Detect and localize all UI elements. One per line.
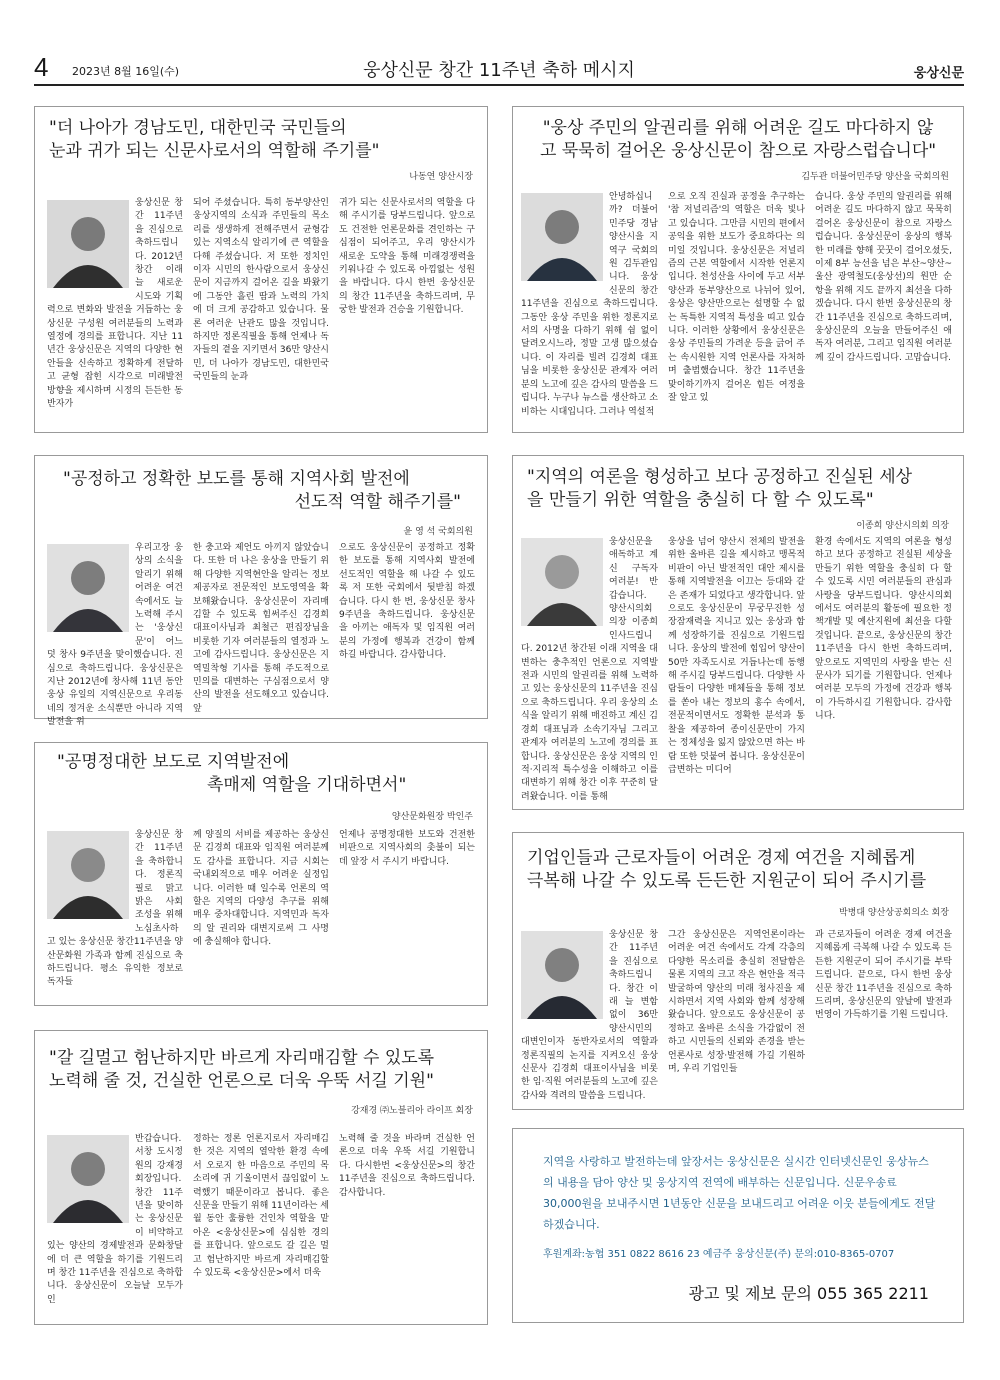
article-col-3: 노력해 줄 것을 바라며 건실한 언론으로 더욱 우뚝 서길 기원합니다. 다시한번 <웅상신문>의 창간 11주년을 진심으로 축하드립니다. 감사합니다. [339,1134,475,1198]
article-title: "갈 길멀고 험난하지만 바르게 자리매김할 수 있도록 노력해 줄 것, 건실한 언론으로 더욱 우뚝 서길 기원" [49,1048,435,1091]
article-col-1: 웅상신문 창간 11주년을 축하합니다. 정론직필로 맑고 밝은 사회 조성을 위해 노심초사하고 있는 웅상신문 창간11주년을 양산문화원 가족과 함께 진심으로 축하드립니다. 평소 유익한 정보로 독자들 [47,830,183,988]
article-title: "공정하고 정확한 보도를 통해 지역사회 발전에 선도적 역할 해주기를" [63,469,461,512]
article-col-2: 께 양질의 서비를 제공하는 웅상신문 김경희 대표와 임직원 여러분께도 감사를 표합니다. 지금 시회는 국내외적으로 매우 어려운 실정입니다. 이러한 때 일수록 언론의 역할은 지역의 다양성 추구를 위해 매우 중차대합니다. 지역민과 독자의 알 권리와 대변지로써 그 사명에 충실해야 합니다. [193,830,329,948]
article-assembly-kim [512,106,964,433]
page-header [34,54,964,86]
article-col-2: 으로 오직 진실과 공정을 추구하는 '참 저널리즘'의 역할은 더욱 빛나고 있습니다. 그만큼 시민의 편에서 공익을 위한 보도가 중요하다는 의미일 것입니다. 웅상신문은 저널리즘의 근본 역할에서 시작한 언론지입니다. 천성산을 사이에 두고 서부 양산과 동부양산으로 나뉘어 있어, 웅상은 양산만으로는 설명할 수 없는 독특한 지역적 특성을 띠고 있습니다. 이러한 상황에서 웅상신문은 웅상 주민들의 가려운 등을 긁어 주는 속시원한 지역 언론사를 자처하며 출범했습니다. 창간 11주년을 맞이하기까지 걸어온 힘든 여정을 잘 알고 있 [668,192,805,404]
brand-name: 웅상신문 [913,66,964,81]
article-col-2: 그간 웅상신문은 지역언론이라는 어려운 여건 속에서도 각계 각층의 다양한 목소리를 충실히 전달함은 물론 지역의 크고 작은 현안을 적극 발굴하여 양산의 미래 청사진을 제시하면서 지역 사회와 함께 성장해 왔습니다. 앞으로도 웅상신문이 공정하고 올바른 소식을 가감없이 전하고 시민들의 신뢰와 존경을 받는 언론사로 성장·발전해 가길 기원하며, 우리 기업인들 [668,930,805,1075]
article-col-3: 귀가 되는 신문사로서의 역할을 다해 주시기를 당부드립니다. 앞으로도 건전한 언론문화를 견인하는 구심점이 되어주고, 우리 양산시가 새로운 도약을 통해 미래경쟁력을 키워나갈 수 있도록 아낌없는 성원을 바랍니다. 다시 한번 웅상신문의 창간 11주년을 축하드리며, 무궁한 발전과 건승을 기원합니다. [339,198,475,316]
article-council-lee [512,455,964,810]
article-title: "웅상 주민의 알권리를 위해 어려운 길도 마다하지 않 고 묵묵히 걸어온 웅상신문이 참으로 자랑스럽습니다" [539,118,937,161]
article-col-3: 으로도 웅상신문이 공정하고 정확한 보도를 통해 지역사회 발전에 선도적인 역할을 해 나갈 수 있도록 저 또한 국회에서 뒷받침 하겠습니다. 다시 한 번, 웅상신문 창사 9주년을 축하드립니다. 웅상신문을 아끼는 애독자 및 임직원 여러분의 가정에 행복과 건강이 함께 하길 바랍니다. 감사합니다. [339,543,475,661]
article-author: 이종희 양산시의회 의장 [856,521,949,531]
article-chamber-park [512,832,964,1110]
article-author: 김두관 더불어민주당 양산을 국회의원 [801,172,949,182]
article-author: 양산문화원장 박인주 [391,812,473,822]
article-col-3: 과 근로자들이 어려운 경제 여건을 지혜롭게 극복해 나갈 수 있도록 든든한 지원군이 되어 주시기를 부탁드립니다. 끝으로, 다시 한번 웅상신문 창간 11주년을 진심으로 축하드리며, 웅상신문의 앞날에 발전과 번영이 가득하기를 기원 드립니다. [815,930,952,1021]
article-author: 나동연 양산시장 [409,172,473,182]
article-col-2: 정하는 정론 언론지로서 자리매김한 것은 지역의 열악한 환경 속에서 오로지 한 마음으로 주민의 목소리에 귀 기울이면서 끊임없이 노력했기 때문이라고 봅니다. 좋은 신문을 만들기 위해 11년이라는 세월 동안 훌륭한 건인차 역할을 맡아온 <웅상신문>에 심심한 경의를 표합니다. 앞으로도 갈 길은 멀고 험난하지만 바르게 자리매김할 수 있도록 <웅상신문>에서 더욱 [193,1134,329,1279]
sponsorship-box [512,1128,964,1323]
article-title: 기업인들과 근로자들이 어려운 경제 여건을 지혜롭게 극복해 나갈 수 있도록 든든한 지원군이 되어 주시기를 [527,848,927,891]
section-title: 웅상신문 창간 11주년 축하 메시지 [363,60,635,81]
article-col-3: 언제나 공명정대한 보도와 건전한 비판으로 지역사회의 촛불이 되는데 앞장 서 주시기 바랍니다. [339,830,475,867]
article-col-1: 웅상신문 창간 11주년을 진심으로 축하드립니다. 창간 이래 늘 변함없이 36만 양산시민의 대변인이자 동반자로서의 역할과 정론직필의 논지를 지켜오신 웅상신문사 김경희 대표이사님을 비롯한 임·직원 여러분들의 노고에 깊은 감사와 격려의 말씀을 드립니다. [521,930,658,1101]
article-author: 윤 영 석 국회의원 [403,527,473,537]
article-noblia-kang [34,1030,488,1325]
article-col-1: 반갑습니다. 서창 도시정원의 강재경 회장입니다. 창간 11주년을 맞이하는 웅상신문이 비약하고 있는 양산의 경제발전과 문화창달에 더 큰 역할을 하기를 기원드리며 창간 11주년을 진심으로 축하합니다. 웅상신문이 오늘날 모두가 인 [47,1134,183,1305]
issue-date: 2023년 8월 16일(수) [72,65,180,78]
article-author: 박병대 양산상공회의소 회장 [838,908,949,918]
article-title: "공명정대한 보도로 지역발전에 촉매제 역할을 기대하면서" [57,752,407,795]
article-col-2: 되어 주셨습니다. 특히 동부양산인 웅상지역의 소식과 주민들의 목소리를 생생하게 전해주면서 균형감 있는 지역소식 알리기에 큰 역할을 다해 주셨습니다. 저 또한 정치인이자 시민의 한사람으로서 웅상신문이 지금까지 걸어온 길을 봐왔기에 그동안 흘린 땀과 노력의 가치에 더 크게 공감하고 있습니다. 물론 여러운 난관도 많을 것입니다. 하지만 정론직필을 통해 언제나 독자들의 곁을 지키면서 36만 양산시민, 더 나아가 경남도민, 대한민국 국민들의 눈과 [193,198,329,383]
ad-contact: 광고 및 제보 문의 055 365 2211 [688,1284,929,1303]
article-mayor [34,106,488,433]
article-col-1: 우리고장 웅상의 소식을 알리기 위해 어려운 여건 속에서도 늘 노력해 주시는 '웅상신문'이 어느덧 창사 9주년을 맞이했습니다. 진심으로 축하드립니다. 웅상신문은 지난 2012년에 창사해 11년 동안 웅상 유일의 지역신문으로 우리동네의 정겨운 소식뿐만 아니라 지역 발전을 위 [47,543,183,728]
sponsor-account: 후원계좌:농협 351 0822 8616 23 예금주 웅상신문(주) 문의:010-8365-0707 [543,1249,895,1260]
article-col-2: 한 충고와 제언도 아끼지 않았습니다. 또한 더 나은 웅상을 만들기 위해 다양한 지역현안을 알리는 정보제공자로 전문적인 보도영역을 확보해왔습니다. 웅상신문이 자리매김할 수 있도록 힘써주신 김경희 대표이사님과 최철근 편집장님을 비롯한 기자 여러분들의 열정과 노고에 감사드립니다. 웅상신문은 지역밀착형 기사를 통해 주도적으로 민의를 대변하는 구심점으로서 양산의 발전을 선도해오고 있습니다. 앞 [193,543,329,714]
article-col-3: 환경 속에서도 지역의 여론을 형성하고 보다 공정하고 진실된 세상을 만들기 위한 역할을 충실히 다 할 수 있도록 시민 여러분들의 관심과 사랑을 당부드립니다. 양산시의회에서도 여러분의 활동에 필요한 정책개발 및 예산지원에 최선을 다할 것입니다. 끝으로, 웅상신문의 창간 11주년을 다시 한번 축하드리며, 앞으로도 지역민의 사랑을 받는 신문사가 되기를 기원합니다. 언제나 여러분 모두의 가정에 건강과 행복이 가득하시길 기원합니다. 감사합니다. [815,537,952,722]
page-number: 4 [34,52,49,82]
article-col-1: 안녕하십니까? 더불어민주당 경남 양산시을 지역구 국회의원 김두관입니다. 웅상신문의 창간 11주년을 진심으로 축하드립니다. 그동안 웅상 주민을 위한 정론지로서의 사명을 다하기 위해 쉼 없이 달려오시느라, 정말 고생 많으셨습니다. 이 자리를 빌려 김경희 대표님을 비롯한 웅상신문 관계자 여러분의 노고에 깊은 감사의 말씀을 드립니다. 누구나 뉴스를 생산하고 소비하는 시대입니다. 그러나 역설적 [521,192,658,417]
article-culture-park [34,742,488,1006]
article-col-1: 웅상신문 창간 11주년을 진심으로 축하드립니다. 2012년 창간 이래 늘 새로운 시도와 기획력으로 변화와 발전을 거듭하는 웅상신문 구성원 여러분들의 노력과 열정에 경의를 표합니다. 지난 11년간 웅상신문은 지역의 다양한 현안들을 신속하고 정확하게 전달하고 균형 잡힌 시각으로 미래발전 방향을 제시하며 시정의 든든한 동반자가 [47,198,183,410]
article-col-1: 웅상신문을 애독하고 계신 구독자 여러분! 반갑습니다. 양산시의회 의장 이종희 인사드립니다. 2012년 창간된 이래 지역을 대변하는 충추적인 언론으로 지역발전과 시민의 알권리를 위해 노력하고 있는 웅상신문의 11주년을 진심으로 축하드립니다. 우리 웅상의 소식을 알리기 위해 매진하고 계신 김경희 대표님과 소속기자님 그리고 관계자 여러분의 노고에 경의를 표합니다. 웅상신문은 웅상 지역의 인적·지리적 특수성을 이해하고 이를 대변하기 위해 창간 이후 꾸준히 달려왔습니다. 이를 통해 [521,537,658,802]
article-col-3: 습니다. 웅상 주민의 알권리를 위해 어려운 길도 마다하지 않고 묵묵히 걸어온 웅상신문이 참으로 자랑스럽습니다. 웅상신문이 웅상의 행복한 미래를 향해 꿋꿋이 걸어오셨듯, 이제 8부 능선을 넘은 부산~양산~울산 광역철도(웅상선)의 원만 순항을 위해 지도 끝까지 최선을 다하겠습니다. 다시 한번 웅상신문의 창간 11주년을 진심으로 축하드리며, 웅상신문의 오늘을 만들어주신 애독자 여러분, 그리고 임직원 여러분께 깊이 감사드립니다. 고맙습니다. [815,192,952,363]
sponsor-text: 지역을 사랑하고 발전하는데 앞장서는 웅상신문은 실시간 인터넷신문인 웅상뉴스의 내용을 담아 양산 및 웅상지역 전역에 배부하는 신문입니다. 신문우송료 30,000원을 보내주시면 1년동안 신문을 보내드리고 어려운 이웃 분들에게도 전달하겠습니다. [543,1155,936,1231]
article-title: "지역의 여론을 형성하고 보다 공정하고 진실된 세상 을 만들기 위한 역할을 충실히 다 할 수 있도록" [527,467,913,510]
article-col-2: 웅상을 넘어 양산시 전체의 발전을 위한 올바른 길을 제시하고 맹목적 비판이 아닌 발전적인 대안 제시를 통해 지역발전을 이끄는 등대와 같은 존재가 되었다고 생각합니다. 앞으로도 웅상신문이 무궁무진한 성장잠재력을 지니고 있는 웅상과 함께 성장하기를 진심으로 기원드립니다. 웅상의 발전에 힘입어 양산이 50만 자족도시로 거듭나는데 동행해 주시길 당부드립니다. 다양한 사람들이 다양한 매체들을 통해 정보를 쏟아 내는 정보의 홍수 속에서, 전문적이면서도 정확한 분석과 통찰을 제공하여 종이신문만이 가지는 정체성을 잃지 않았으면 하는 바람 또한 덧붙여 봅니다. 웅상신문이 급변하는 미디어 [668,537,805,775]
article-author: 강재경 ㈜노블리아 라이프 회장 [351,1106,473,1116]
article-title: "더 나아가 경남도민, 대한민국 국민들의 눈과 귀가 되는 신문사로서의 역할해 주기를" [49,118,380,161]
article-assembly-yoon [34,455,488,728]
